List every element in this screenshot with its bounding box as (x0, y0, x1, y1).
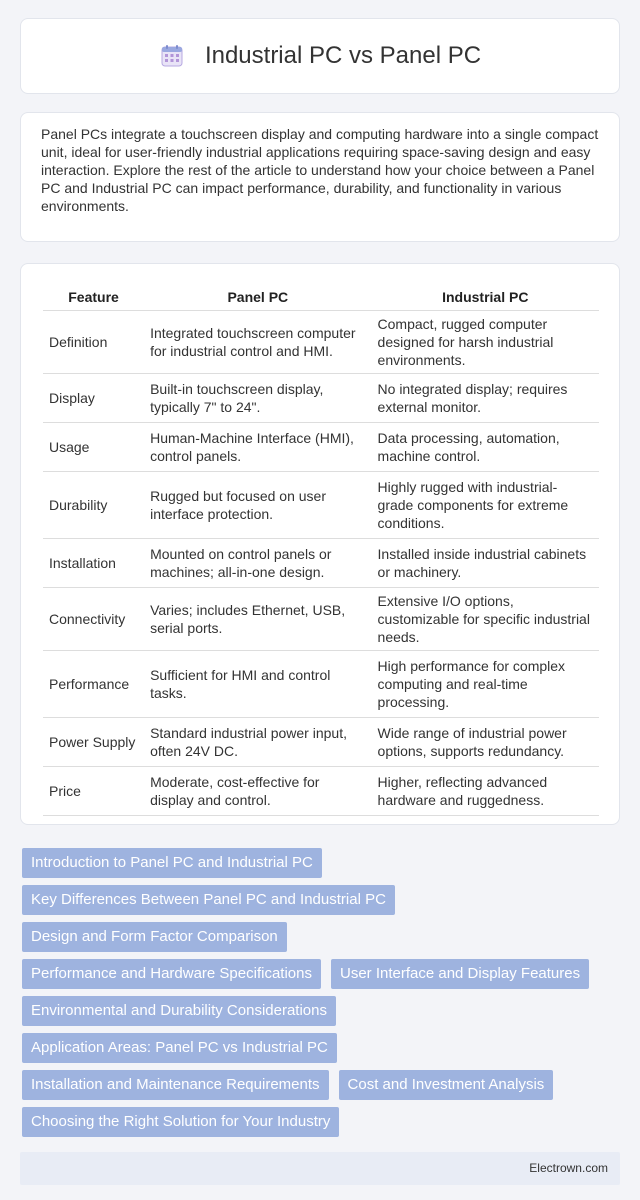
footer (20, 1152, 620, 1185)
toc-row (22, 996, 622, 1033)
toc-row (22, 1033, 622, 1070)
feature-cell: Usage (43, 422, 144, 471)
table-of-contents (22, 848, 622, 1144)
toc-link-key-differences[interactable]: Key Differences Between Panel PC and Industrial PC (22, 885, 395, 915)
header-panel-pc: Panel PC (144, 284, 371, 310)
feature-cell: Durability (43, 471, 144, 538)
feature-cell: Price (43, 766, 144, 815)
toc-link-performance-hardware[interactable]: Performance and Hardware Specifications (22, 959, 321, 989)
toc-link-choosing-solution[interactable]: Choosing the Right Solution for Your Industry (22, 1107, 339, 1137)
toc-row (22, 848, 622, 885)
table-row (43, 717, 599, 766)
toc-row (22, 922, 622, 959)
industrial-pc-cell: High performance for complex computing and real-time processing. (372, 650, 599, 717)
panel-pc-cell: Sufficient for HMI and control tasks. (144, 650, 371, 717)
industrial-pc-cell: Compact, rugged computer designed for harsh industrial environments. (372, 310, 599, 373)
header-feature: Feature (43, 284, 144, 310)
feature-cell: Power Supply (43, 717, 144, 766)
header-industrial-pc: Industrial PC (372, 284, 599, 310)
footer-site-name: Electrown.com (529, 1161, 608, 1175)
industrial-pc-cell: Highly rugged with industrial-grade components for extreme conditions. (372, 471, 599, 538)
panel-pc-cell: Standard industrial power input, often 24V DC. (144, 717, 371, 766)
panel-pc-cell: Moderate, cost-effective for display and control. (144, 766, 371, 815)
table-row (43, 471, 599, 538)
panel-pc-cell: Varies; includes Ethernet, USB, serial ports. (144, 587, 371, 650)
toc-row (22, 885, 622, 922)
comparison-table (43, 284, 599, 816)
toc-link-design-form-factor[interactable]: Design and Form Factor Comparison (22, 922, 287, 952)
panel-pc-cell: Human-Machine Interface (HMI), control panels. (144, 422, 371, 471)
toc-row (22, 959, 622, 996)
industrial-pc-cell: Wide range of industrial power options, supports redundancy. (372, 717, 599, 766)
table-row (43, 538, 599, 587)
panel-pc-cell: Mounted on control panels or machines; all-in-one design. (144, 538, 371, 587)
table-row (43, 650, 599, 717)
toc-link-environmental-durability[interactable]: Environmental and Durability Considerations (22, 996, 336, 1026)
comparison-table-card (20, 263, 620, 825)
toc-row (22, 1107, 622, 1144)
industrial-pc-cell: Installed inside industrial cabinets or machinery. (372, 538, 599, 587)
table-row (43, 587, 599, 650)
feature-cell: Performance (43, 650, 144, 717)
feature-cell: Display (43, 373, 144, 422)
panel-pc-cell: Built-in touchscreen display, typically 7" to 24". (144, 373, 371, 422)
intro-text: Panel PCs integrate a touchscreen display and computing hardware into a single compact unit, ideal for user-friendly industrial applications requiring space-saving design and easy interaction. Explore the rest of the article to understand how your choice between a Panel PC and Industrial PC can impact performance, durability, and functionality in various environments. (41, 126, 599, 214)
table-row (43, 310, 599, 373)
table-header-row (43, 284, 599, 310)
header-card (20, 18, 620, 94)
toc-link-application-areas[interactable]: Application Areas: Panel PC vs Industrial PC (22, 1033, 337, 1063)
feature-cell: Installation (43, 538, 144, 587)
feature-cell: Connectivity (43, 587, 144, 650)
panel-pc-cell: Integrated touchscreen computer for industrial control and HMI. (144, 310, 371, 373)
calendar-grid-icon (159, 43, 185, 69)
toc-link-cost-investment[interactable]: Cost and Investment Analysis (339, 1070, 554, 1100)
table-row (43, 373, 599, 422)
industrial-pc-cell: Data processing, automation, machine control. (372, 422, 599, 471)
intro-card (20, 112, 620, 242)
feature-cell: Definition (43, 310, 144, 373)
toc-link-introduction[interactable]: Introduction to Panel PC and Industrial PC (22, 848, 322, 878)
toc-row (22, 1070, 622, 1107)
page-title: Industrial PC vs Panel PC (204, 42, 482, 69)
table-row (43, 422, 599, 471)
toc-link-installation-maintenance[interactable]: Installation and Maintenance Requirements (22, 1070, 329, 1100)
industrial-pc-cell: No integrated display; requires external monitor. (372, 373, 599, 422)
industrial-pc-cell: Extensive I/O options, customizable for specific industrial needs. (372, 587, 599, 650)
industrial-pc-cell: Higher, reflecting advanced hardware and ruggedness. (372, 766, 599, 815)
table-row (43, 766, 599, 815)
panel-pc-cell: Rugged but focused on user interface protection. (144, 471, 371, 538)
toc-link-user-interface-display[interactable]: User Interface and Display Features (331, 959, 589, 989)
